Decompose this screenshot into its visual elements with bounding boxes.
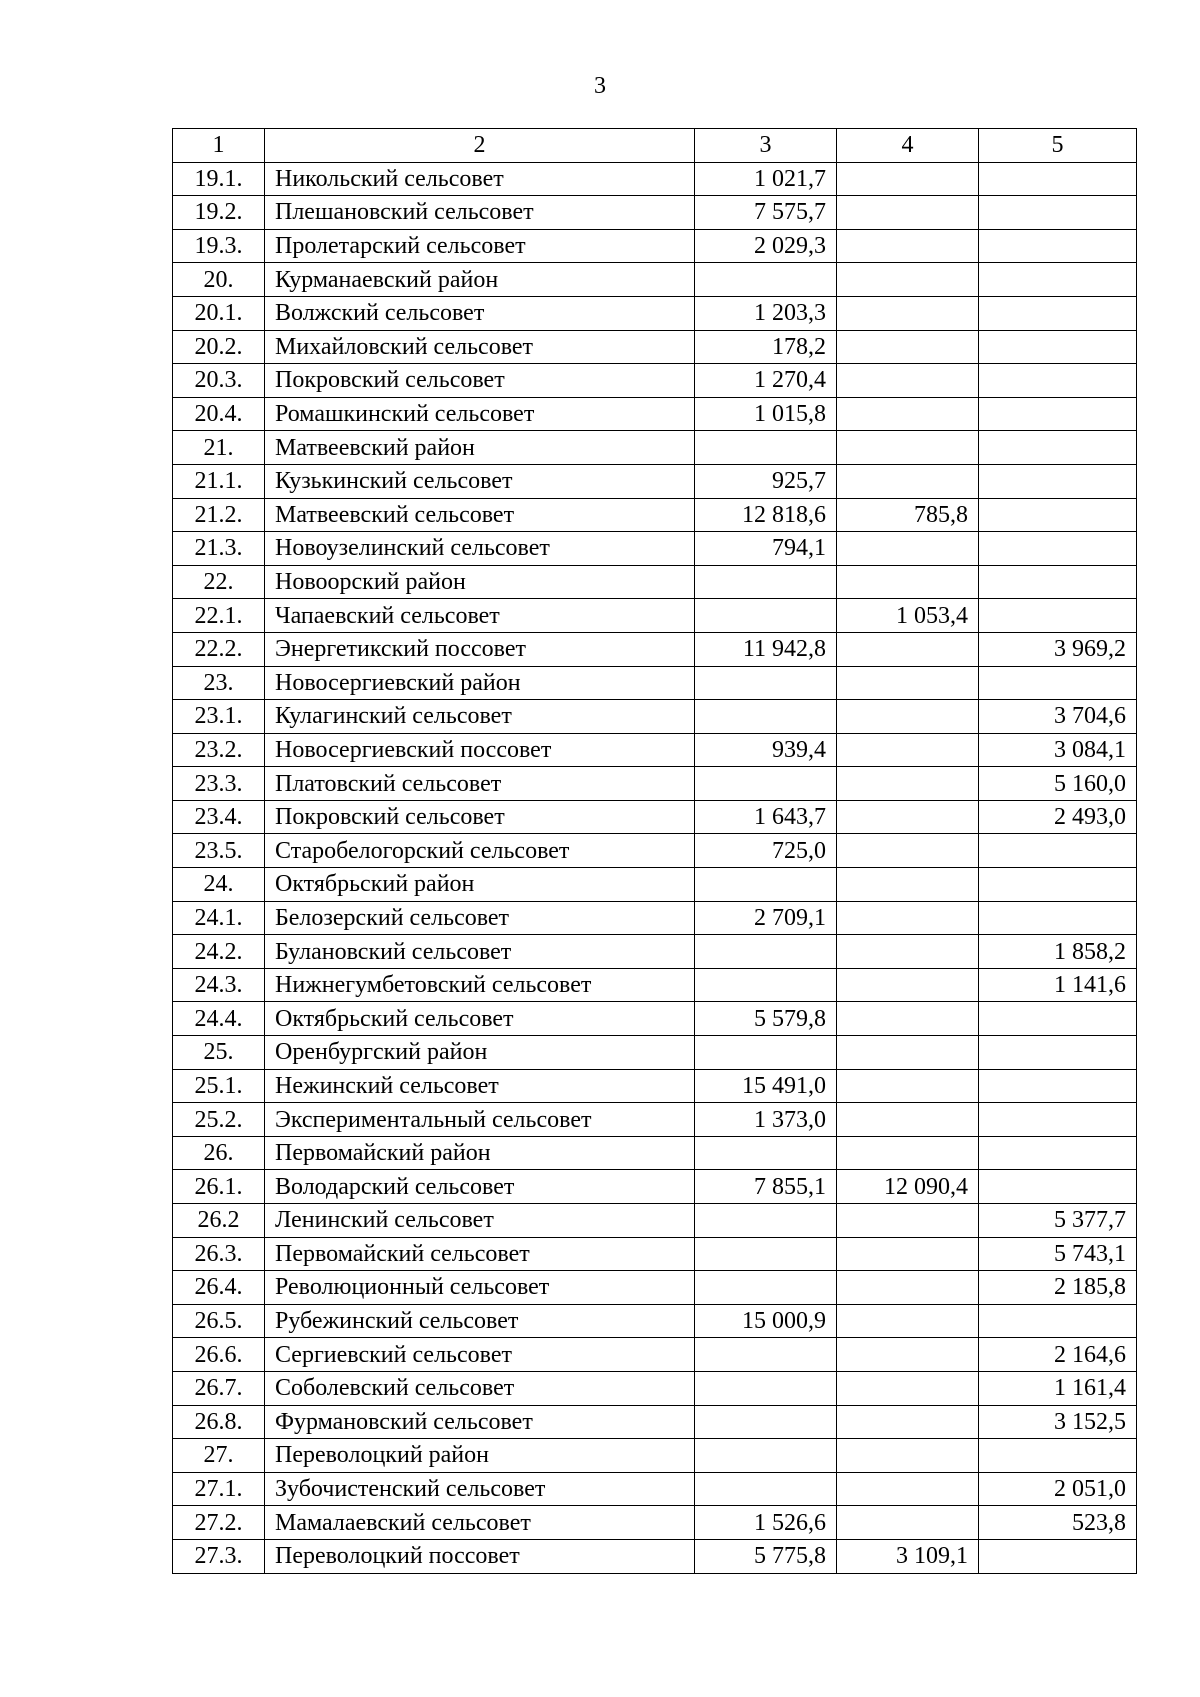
column-4-value-cell [837,1237,979,1271]
column-3-value-cell [695,1237,837,1271]
row-number-cell: 27.2. [173,1506,265,1540]
column-3-value-cell [695,1439,837,1473]
table-row [173,1304,1137,1338]
municipality-name-cell: Октябрьский район [265,868,695,902]
column-5-value-cell [979,1170,1137,1204]
column-4-value-cell [837,868,979,902]
municipality-name-cell: Кузькинский сельсовет [265,464,695,498]
table-header-row [173,129,1137,163]
table-row [173,196,1137,230]
column-4-value-cell [837,800,979,834]
table-row [173,632,1137,666]
table-row [173,330,1137,364]
column-5-value-cell: 2 185,8 [979,1271,1137,1305]
column-3-value-cell: 11 942,8 [695,632,837,666]
table-row [173,1204,1137,1238]
table-row [173,1237,1137,1271]
row-number-cell: 26.8. [173,1405,265,1439]
municipality-name-cell: Фурмановский сельсовет [265,1405,695,1439]
allocation-table [172,128,1137,1574]
row-number-cell: 23.3. [173,767,265,801]
column-5-value-cell: 2 493,0 [979,800,1137,834]
table-row [173,767,1137,801]
municipality-name-cell: Экспериментальный сельсовет [265,1103,695,1137]
column-4-value-cell [837,565,979,599]
column-3-value-cell [695,1136,837,1170]
column-3-value-cell: 925,7 [695,464,837,498]
municipality-name-cell: Первомайский сельсовет [265,1237,695,1271]
municipality-name-cell: Плешановский сельсовет [265,196,695,230]
column-4-value-cell: 785,8 [837,498,979,532]
row-number-cell: 22. [173,565,265,599]
table-row [173,800,1137,834]
row-number-cell: 26.5. [173,1304,265,1338]
column-number-5: 5 [979,129,1137,163]
table-row [173,1271,1137,1305]
column-3-value-cell [695,1338,837,1372]
column-5-value-cell [979,1539,1137,1573]
column-3-value-cell: 2 029,3 [695,229,837,263]
column-4-value-cell [837,263,979,297]
column-4-value-cell [837,632,979,666]
column-4-value-cell [837,1103,979,1137]
column-5-value-cell [979,498,1137,532]
municipality-name-cell: Переволоцкий район [265,1439,695,1473]
municipality-name-cell: Волжский сельсовет [265,296,695,330]
row-number-cell: 23.2. [173,733,265,767]
column-4-value-cell [837,767,979,801]
row-number-cell: 26.2 [173,1204,265,1238]
row-number-cell: 26. [173,1136,265,1170]
column-5-value-cell: 5 160,0 [979,767,1137,801]
column-4-value-cell [837,296,979,330]
column-3-value-cell [695,1371,837,1405]
municipality-name-cell: Ленинский сельсовет [265,1204,695,1238]
row-number-cell: 19.1. [173,162,265,196]
column-5-value-cell [979,1002,1137,1036]
municipality-name-cell: Кулагинский сельсовет [265,700,695,734]
column-3-value-cell [695,1271,837,1305]
column-4-value-cell [837,834,979,868]
row-number-cell: 27.3. [173,1539,265,1573]
municipality-name-cell: Матвеевский район [265,431,695,465]
column-5-value-cell [979,464,1137,498]
column-5-value-cell [979,330,1137,364]
table-row [173,834,1137,868]
column-3-value-cell [695,599,837,633]
table-row [173,968,1137,1002]
column-3-value-cell: 178,2 [695,330,837,364]
table-row [173,431,1137,465]
municipality-name-cell: Революционный сельсовет [265,1271,695,1305]
row-number-cell: 24.4. [173,1002,265,1036]
column-3-value-cell: 5 775,8 [695,1539,837,1573]
column-5-value-cell [979,565,1137,599]
column-4-value-cell [837,1069,979,1103]
row-number-cell: 20.2. [173,330,265,364]
municipality-name-cell: Рубежинский сельсовет [265,1304,695,1338]
table-row [173,364,1137,398]
column-number-1: 1 [173,129,265,163]
row-number-cell: 26.6. [173,1338,265,1372]
column-4-value-cell [837,666,979,700]
column-5-value-cell [979,397,1137,431]
column-4-value-cell [837,1439,979,1473]
row-number-cell: 25. [173,1036,265,1070]
column-5-value-cell: 3 152,5 [979,1405,1137,1439]
column-3-value-cell [695,1405,837,1439]
column-4-value-cell [837,162,979,196]
municipality-name-cell: Октябрьский сельсовет [265,1002,695,1036]
column-4-value-cell [837,1271,979,1305]
table-body [173,129,1137,1574]
table-row [173,1103,1137,1137]
column-3-value-cell [695,700,837,734]
column-3-value-cell: 1 015,8 [695,397,837,431]
row-number-cell: 25.1. [173,1069,265,1103]
column-4-value-cell [837,532,979,566]
column-5-value-cell [979,901,1137,935]
table-row [173,733,1137,767]
table-row [173,1405,1137,1439]
column-number-2: 2 [265,129,695,163]
municipality-name-cell: Новоузелинский сельсовет [265,532,695,566]
column-3-value-cell: 15 491,0 [695,1069,837,1103]
column-5-value-cell: 5 743,1 [979,1237,1137,1271]
row-number-cell: 20.1. [173,296,265,330]
column-4-value-cell: 12 090,4 [837,1170,979,1204]
table-row [173,1472,1137,1506]
table-row [173,1506,1137,1540]
column-3-value-cell [695,1204,837,1238]
column-5-value-cell [979,296,1137,330]
table-row [173,464,1137,498]
column-4-value-cell [837,700,979,734]
row-number-cell: 19.2. [173,196,265,230]
column-5-value-cell: 3 969,2 [979,632,1137,666]
table-row [173,229,1137,263]
municipality-name-cell: Первомайский район [265,1136,695,1170]
column-5-value-cell [979,834,1137,868]
column-number-3: 3 [695,129,837,163]
table-row [173,296,1137,330]
table-row [173,263,1137,297]
column-3-value-cell: 12 818,6 [695,498,837,532]
municipality-name-cell: Нижнегумбетовский сельсовет [265,968,695,1002]
municipality-name-cell: Новоорский район [265,565,695,599]
column-5-value-cell: 1 161,4 [979,1371,1137,1405]
municipality-name-cell: Володарский сельсовет [265,1170,695,1204]
column-3-value-cell: 725,0 [695,834,837,868]
municipality-name-cell: Курманаевский район [265,263,695,297]
row-number-cell: 25.2. [173,1103,265,1137]
municipality-name-cell: Старобелогорский сельсовет [265,834,695,868]
column-5-value-cell [979,666,1137,700]
column-3-value-cell: 1 643,7 [695,800,837,834]
column-4-value-cell [837,1405,979,1439]
column-4-value-cell [837,733,979,767]
column-5-value-cell [979,229,1137,263]
column-4-value-cell [837,330,979,364]
row-number-cell: 21.3. [173,532,265,566]
column-4-value-cell [837,364,979,398]
column-3-value-cell [695,868,837,902]
table-row [173,666,1137,700]
column-5-value-cell [979,196,1137,230]
column-3-value-cell: 1 373,0 [695,1103,837,1137]
row-number-cell: 22.1. [173,599,265,633]
row-number-cell: 23.4. [173,800,265,834]
column-3-value-cell [695,565,837,599]
row-number-cell: 27.1. [173,1472,265,1506]
table-row [173,1539,1137,1573]
municipality-name-cell: Булановский сельсовет [265,935,695,969]
row-number-cell: 27. [173,1439,265,1473]
column-3-value-cell [695,431,837,465]
municipality-name-cell: Оренбургский район [265,1036,695,1070]
column-5-value-cell: 1 858,2 [979,935,1137,969]
column-3-value-cell [695,968,837,1002]
column-4-value-cell [837,1338,979,1372]
table-row [173,1338,1137,1372]
column-5-value-cell [979,532,1137,566]
table-row [173,397,1137,431]
row-number-cell: 20.3. [173,364,265,398]
municipality-name-cell: Соболевский сельсовет [265,1371,695,1405]
table-row [173,1439,1137,1473]
column-3-value-cell: 15 000,9 [695,1304,837,1338]
column-3-value-cell: 1 021,7 [695,162,837,196]
row-number-cell: 24.1. [173,901,265,935]
column-3-value-cell [695,935,837,969]
municipality-name-cell: Новосергиевский поссовет [265,733,695,767]
column-5-value-cell [979,1136,1137,1170]
municipality-name-cell: Ромашкинский сельсовет [265,397,695,431]
column-4-value-cell [837,1472,979,1506]
column-3-value-cell [695,1036,837,1070]
column-4-value-cell [837,901,979,935]
column-3-value-cell [695,666,837,700]
municipality-name-cell: Покровский сельсовет [265,364,695,398]
column-4-value-cell [837,1002,979,1036]
column-5-value-cell [979,1069,1137,1103]
column-5-value-cell [979,1304,1137,1338]
row-number-cell: 26.3. [173,1237,265,1271]
column-3-value-cell: 939,4 [695,733,837,767]
column-5-value-cell: 3 084,1 [979,733,1137,767]
column-4-value-cell [837,196,979,230]
column-5-value-cell: 2 164,6 [979,1338,1137,1372]
table-row [173,1170,1137,1204]
column-number-4: 4 [837,129,979,163]
column-5-value-cell [979,1103,1137,1137]
row-number-cell: 20. [173,263,265,297]
table-row [173,868,1137,902]
municipality-name-cell: Мамалаевский сельсовет [265,1506,695,1540]
column-5-value-cell: 1 141,6 [979,968,1137,1002]
row-number-cell: 24.3. [173,968,265,1002]
column-3-value-cell: 5 579,8 [695,1002,837,1036]
column-4-value-cell [837,1371,979,1405]
table-row [173,700,1137,734]
column-5-value-cell: 523,8 [979,1506,1137,1540]
column-4-value-cell [837,229,979,263]
table-row [173,1069,1137,1103]
row-number-cell: 26.4. [173,1271,265,1305]
column-3-value-cell: 794,1 [695,532,837,566]
row-number-cell: 26.1. [173,1170,265,1204]
column-3-value-cell: 1 526,6 [695,1506,837,1540]
table-row [173,1371,1137,1405]
column-4-value-cell [837,431,979,465]
table-row [173,532,1137,566]
column-3-value-cell [695,1472,837,1506]
row-number-cell: 23.5. [173,834,265,868]
row-number-cell: 22.2. [173,632,265,666]
municipality-name-cell: Энергетикский поссовет [265,632,695,666]
row-number-cell: 21.2. [173,498,265,532]
column-4-value-cell [837,1304,979,1338]
table-row [173,1002,1137,1036]
municipality-name-cell: Чапаевский сельсовет [265,599,695,633]
table-row [173,599,1137,633]
column-5-value-cell [979,1439,1137,1473]
column-5-value-cell [979,431,1137,465]
column-4-value-cell [837,1204,979,1238]
column-3-value-cell [695,263,837,297]
row-number-cell: 19.3. [173,229,265,263]
column-5-value-cell: 5 377,7 [979,1204,1137,1238]
column-3-value-cell: 7 575,7 [695,196,837,230]
column-3-value-cell: 7 855,1 [695,1170,837,1204]
municipality-name-cell: Покровский сельсовет [265,800,695,834]
table-row [173,901,1137,935]
column-4-value-cell [837,968,979,1002]
column-5-value-cell [979,364,1137,398]
column-5-value-cell [979,263,1137,297]
column-5-value-cell [979,868,1137,902]
column-3-value-cell: 1 270,4 [695,364,837,398]
row-number-cell: 21. [173,431,265,465]
column-5-value-cell [979,1036,1137,1070]
municipality-name-cell: Михайловский сельсовет [265,330,695,364]
table-row [173,498,1137,532]
municipality-name-cell: Пролетарский сельсовет [265,229,695,263]
row-number-cell: 23.1. [173,700,265,734]
row-number-cell: 24.2. [173,935,265,969]
row-number-cell: 21.1. [173,464,265,498]
column-4-value-cell: 1 053,4 [837,599,979,633]
table-row [173,935,1137,969]
row-number-cell: 24. [173,868,265,902]
page-number: 3 [594,73,606,99]
municipality-name-cell: Никольский сельсовет [265,162,695,196]
column-5-value-cell: 3 704,6 [979,700,1137,734]
column-5-value-cell: 2 051,0 [979,1472,1137,1506]
municipality-name-cell: Белозерский сельсовет [265,901,695,935]
row-number-cell: 20.4. [173,397,265,431]
table-row [173,1036,1137,1070]
municipality-name-cell: Новосергиевский район [265,666,695,700]
municipality-name-cell: Матвеевский сельсовет [265,498,695,532]
column-3-value-cell [695,767,837,801]
column-3-value-cell: 2 709,1 [695,901,837,935]
column-4-value-cell [837,464,979,498]
municipality-name-cell: Зубочистенский сельсовет [265,1472,695,1506]
column-4-value-cell [837,1506,979,1540]
row-number-cell: 23. [173,666,265,700]
column-4-value-cell [837,397,979,431]
column-4-value-cell [837,1136,979,1170]
municipality-name-cell: Переволоцкий поссовет [265,1539,695,1573]
table-row [173,1136,1137,1170]
municipality-name-cell: Сергиевский сельсовет [265,1338,695,1372]
municipality-name-cell: Нежинский сельсовет [265,1069,695,1103]
row-number-cell: 26.7. [173,1371,265,1405]
column-4-value-cell [837,1036,979,1070]
column-5-value-cell [979,162,1137,196]
column-4-value-cell: 3 109,1 [837,1539,979,1573]
column-5-value-cell [979,599,1137,633]
table-row [173,565,1137,599]
column-3-value-cell: 1 203,3 [695,296,837,330]
table-row [173,162,1137,196]
municipality-name-cell: Платовский сельсовет [265,767,695,801]
column-4-value-cell [837,935,979,969]
